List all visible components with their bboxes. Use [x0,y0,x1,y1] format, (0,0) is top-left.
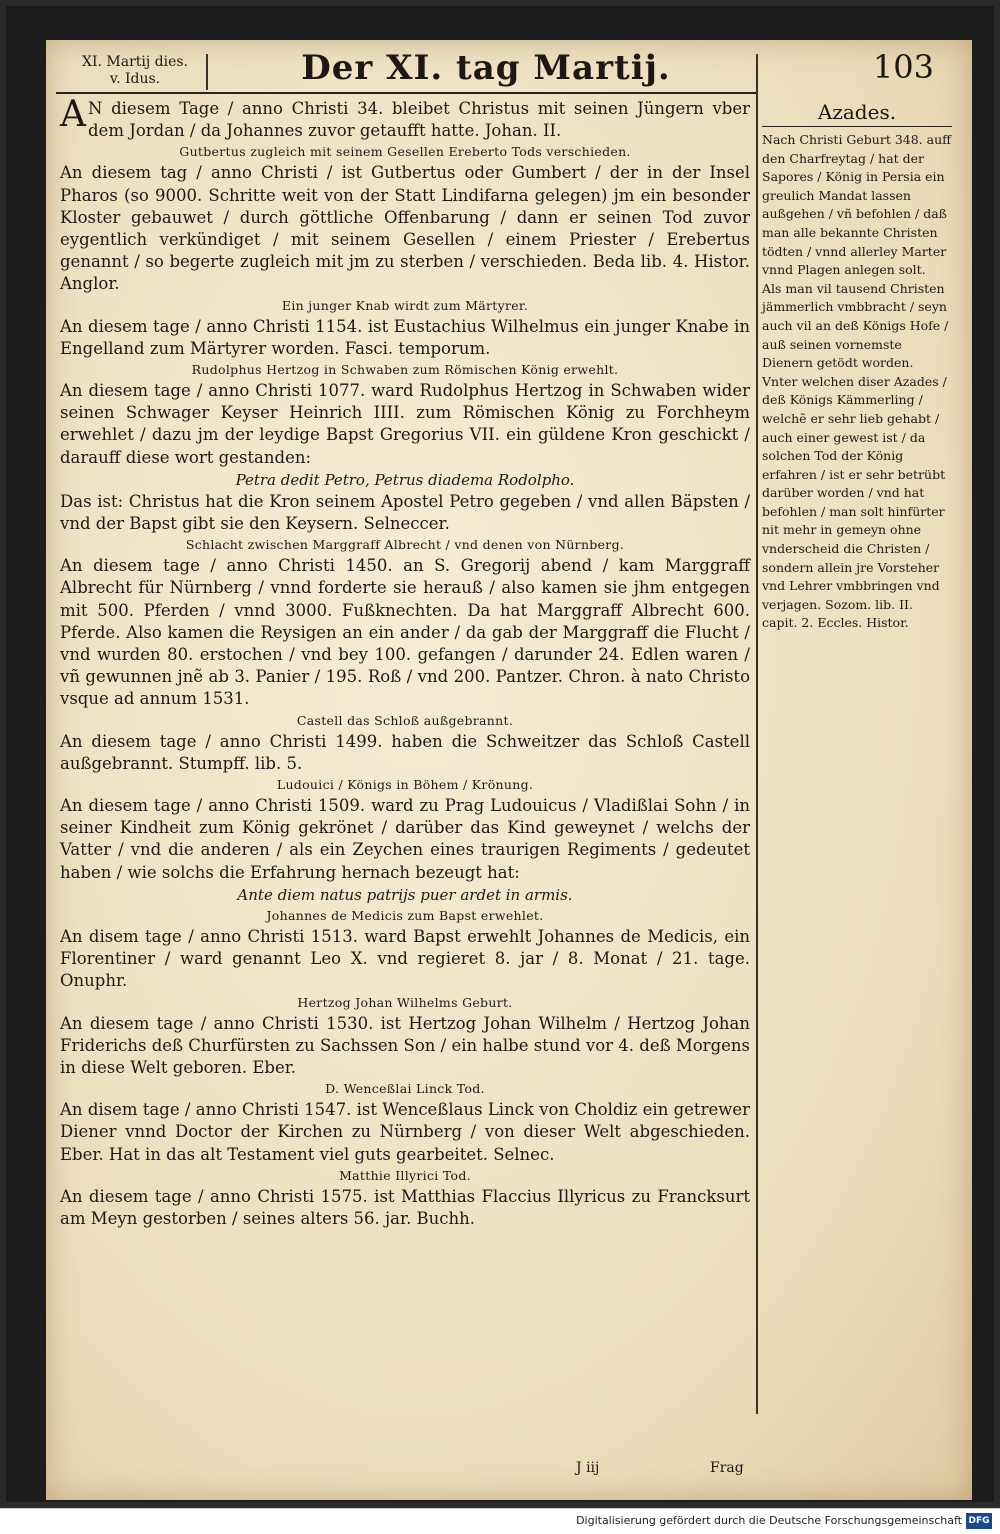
paragraph: An diesem tag / anno Christi / ist Gutbertus oder Gumbert / der in der Insel Pharos (so 9000. Schritte weit von der Statt Lindifarna gelegen) jm ein besonder Kloster gebauwet / durch göttliche Offenbarung / dann er seinen Tod zuvor eygentlich verkündiget / mit seinem Gesellen / einem Priester / Erebertus genannt / so begerte zugleich mit jm zu sterben / verschieden. Beda lib. 4. Histor. Anglor. [60,163,750,294]
book-page [46,40,972,1500]
latin-verse: Ante diem natus patrijs puer ardet in armis. [237,885,573,904]
section-heading: D. Wenceßlai Linck Tod. [325,1081,485,1097]
paragraph: An diesem tage / anno Christi 1450. an S. Gregorij abend / kam Marggraff Albrecht für Nürnberg / vnnd forderte sie herauß / also kamen sie jhm entgegen mit 500. Pferden / vnnd 3000. Fußknechten. Da hat Marggraff Albrecht 600. Pferde. Also kamen die Reysigen an ein ander / da gab der Marggraff die Flucht / vnd wurden 80. erstochen / vnd bey 100. gefangen / darunder 24. Edlen waren / vñ gewunnen jnẽ ab 3. Panier / 195. Roß / vnd 200. Pantzer. Chron. à nato Christo vsque ad annum 1531. [60,556,750,709]
margin-column [762,98,952,633]
paragraph: An diesem tage / anno Christi 1499. haben die Schweitzer das Schloß Castell außgebrannt. Stumpff. lib. 5. [60,731,750,773]
paragraph: An diesem tage / anno Christi 1575. ist Matthias Flaccius Illyricus zu Francksurt am Meyn gestorben / seines alters 56. jar. Buchh. [60,1186,750,1228]
margin-paragraph: Nach Christi Geburt 348. auff den Charfreytag / hat der Sapores / König in Persia ein greulich Mandat lassen außgehen / vñ befohlen / daß man alle bekannte Christen tödten / vnnd allerley Marter vnnd Plagen anlegen solt. [762,132,952,278]
margin-title: Azades. [762,98,952,127]
dfg-logo-icon: DFG [966,1513,992,1529]
section-heading: Rudolphus Hertzog in Schwaben zum Römischen König erwehlt. [191,362,619,378]
section-heading: Schlacht zwischen Marggraff Albrecht / vnd denen von Nürnberg. [185,537,625,553]
header-date-line2: v. Idus. [109,71,161,87]
paragraph: An diesem tage / anno Christi 1154. ist Eustachius Wilhelmus ein junger Knabe in Engelland zum Märtyrer worden. Fasci. temporum. [60,316,750,358]
section-heading: Gutbertus zugleich mit seinem Gesellen Ereberto Tods verschieden. [179,144,631,160]
signature-mark: J iij [576,1460,600,1476]
latin-verse: Petra dedit Petro, Petrus diadema Rodolpho. [235,470,575,489]
paragraph: An diesem tage / anno Christi 1530. ist Hertzog Johan Wilhelm / Hertzog Johan Friderichs deß Churfürsten zu Sachssen Son / ein halbe stund vor 4. deß Morgens in diese Welt geboren. Eber. [60,1013,750,1077]
section-heading: Castell das Schloß außgebrannt. [296,712,514,728]
header-date [60,54,210,88]
section-heading: Hertzog Johan Wilhelms Geburt. [297,994,513,1010]
paragraph: An disem tage / anno Christi 1547. ist Wenceßlaus Linck von Choldiz ein getrewer Diener vnnd Doctor der Kirchen zu Nürnberg / von dieser Welt abgeschieden. Eber. Hat in das alt Testament viel guts gearbeitet. Selnec. [60,1100,750,1164]
page-title: Der XI. tag Martij. [301,48,671,88]
header-date-line1: XI. Martij dies. [81,54,189,70]
page-number: 103 [872,48,934,86]
main-text-column [60,94,750,1230]
margin-paragraph: Als man vil tausend Christen jämmerlich vmbbracht / seyn auch vil an deß Königs Hofe / auß seinen vornemste Dienern getödt worden. Vnter welchen diser Azades / deß Königs Kämmerling / welchẽ er sehr lieb gehabt / auch einer gewest ist / da solchen Tod der König erfahren / ist er sehr betrübt darüber worden / vnd hat befohlen / man solt hinfürter nit mehr in gemeyn ohne vnderscheid die Christen / sondern allein jre Vorsteher vnd Lehrer vmbbringen vnd verjagen. Sozom. lib. II. capit. 2. Eccles. Histor. [762,280,949,631]
catchword: Frag [710,1460,744,1476]
paragraph: AN diesem Tage / anno Christi 34. bleibet Christus mit seinen Jüngern vber dem Jordan / da Johannes zuvor getaufft hatte. Johan. II. [60,94,750,141]
margin-divider [756,54,758,1414]
header-rule [56,92,756,94]
paragraph: An disem tage / anno Christi 1513. ward Bapst erwehlt Johannes de Medicis, ein Florentiner / ward genannt Leo X. vnd regieret 8. jar / 8. Monat / 21. tage. Onuphr. [60,926,750,991]
header-divider-left [206,54,208,90]
section-heading: Ludouici / Königs in Böhem / Krönung. [276,777,534,793]
section-heading: Matthie Illyrici Tod. [339,1167,471,1183]
paragraph: Das ist: Christus hat die Kron seinem Apostel Petro gegeben / vnd allen Bäpsten / vnd der Bapst gibt sie den Keysern. Selneccer. [60,491,750,534]
footer-credit: Digitalisierung gefördert durch die Deutsche Forschungsgemeinschaft [576,1514,962,1527]
paragraph: An diesem tage / anno Christi 1509. ward zu Prag Ludouicus / Vladißlai Sohn / in seiner Kindheit zum König gekrönet / darüber das Kind geweynet / welchs der Vatter / vnd die anderen / als ein Zeychen eines traurigen Regiments / gedeutet haben / wie solchs die Erfahrung hernach bezeugt hat: [60,796,750,882]
section-heading: Ein junger Knab wirdt zum Märtyrer. [281,297,529,313]
section-heading: Johannes de Medicis zum Bapst erwehlet. [266,907,544,923]
paragraph: An diesem tage / anno Christi 1077. ward Rudolphus Hertzog in Schwaben wider seinen Schwager Keyser Heinrich IIII. zum Römischen König zu Forchheym erwehlet / dazu jm der leydige Bapst Gregorius VII. ein güldene Kron geschickt / darauff diese wort gestanden: [60,381,750,467]
footer-bar [0,1508,1000,1534]
